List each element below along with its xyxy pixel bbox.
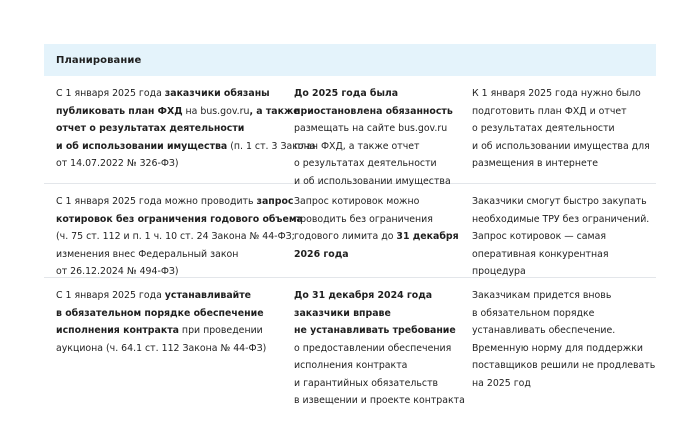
bold-text: исполнения контракта xyxy=(56,325,179,336)
bold-text: публиковать план ФХД xyxy=(56,105,183,117)
bold-text: До 2025 года была xyxy=(294,88,399,99)
text: (п. 1 ст. 3 Закона xyxy=(227,140,316,152)
bold-text: в обязательном порядке обеспечение xyxy=(56,307,264,319)
cell-text-line xyxy=(56,138,316,156)
cell-before xyxy=(284,286,465,406)
cell-text-line xyxy=(294,155,458,173)
cell-text-line xyxy=(294,120,458,138)
text: на 2025 год xyxy=(472,377,531,389)
cell-text-line xyxy=(294,85,458,103)
text: К 1 января 2025 года нужно было xyxy=(472,88,641,99)
planning-table xyxy=(44,44,656,406)
cell-text-line xyxy=(472,305,652,323)
cell-text-line xyxy=(294,103,458,121)
text: поставщиков решили не продлевать xyxy=(472,360,656,371)
bold-text: запрос xyxy=(256,196,294,207)
cell-text-line xyxy=(56,211,303,229)
text: от 14.07.2022 № 326-ФЗ) xyxy=(56,158,179,169)
cell-text-line xyxy=(472,138,652,156)
cell-text-line xyxy=(294,392,465,410)
cell-text-line xyxy=(294,246,458,264)
cell-text-line xyxy=(294,375,458,393)
text: изменения внес Федеральный закон xyxy=(56,248,239,260)
text: устанавливать обеспечение. xyxy=(472,325,616,336)
cell-text-line xyxy=(56,263,278,281)
text: Запрос котировок можно xyxy=(294,196,420,207)
text: (ч. 75 ст. 112 и п. 1 ч. 10 ст. 24 Закона № 44-ФЗ; xyxy=(56,231,295,242)
bold-text: 2026 года xyxy=(294,248,349,260)
text: С 1 января 2025 года можно проводить xyxy=(56,196,257,207)
cell-text-line xyxy=(56,228,295,246)
cell-text-line xyxy=(56,340,278,358)
text: Заказчикам придется вновь xyxy=(472,290,612,301)
text: оперативная конкурентная xyxy=(472,248,609,260)
text: С 1 января 2025 года xyxy=(56,88,165,99)
table-row xyxy=(44,184,656,278)
text: при проведении xyxy=(178,325,263,336)
cell-text-line xyxy=(294,357,458,375)
cell-text-line xyxy=(56,120,278,138)
cell-text-line xyxy=(472,211,652,229)
cell-text-line xyxy=(472,375,652,393)
bold-text: отчет о результатах деятельности xyxy=(56,123,245,134)
table-header xyxy=(44,44,656,76)
cell-text-line xyxy=(56,305,278,323)
text: Временную норму для поддержки xyxy=(472,342,643,354)
bold-text: устанавливайте xyxy=(164,290,252,301)
cell-text-line xyxy=(56,193,294,211)
table-row xyxy=(44,76,656,187)
text: в обязательном порядке xyxy=(472,307,595,319)
cell-text-line xyxy=(56,287,278,305)
text: о результатах деятельности xyxy=(294,158,437,169)
text: необходимые ТРУ без ограничений. xyxy=(472,213,650,225)
cell-text-line xyxy=(294,211,458,229)
cell-text-line xyxy=(294,173,458,191)
cell-text-line xyxy=(472,246,652,264)
cell-text-line xyxy=(294,287,458,305)
cell-text-line xyxy=(472,228,652,246)
cell-text-line xyxy=(472,340,652,358)
cell-text-line xyxy=(294,305,458,323)
bold-text: котировок без ограничения годового объема xyxy=(56,213,303,225)
cell-change xyxy=(44,84,316,183)
text: проводить без ограничения xyxy=(294,213,433,225)
bold-text: , а также xyxy=(249,105,300,117)
cell-text-line xyxy=(56,85,278,103)
text: о предоставлении обеспечения xyxy=(294,342,452,354)
bold-text: До 31 декабря 2024 года xyxy=(294,290,433,301)
cell-text-line xyxy=(472,120,652,138)
bold-text: 31 декабря xyxy=(396,231,459,242)
text: от 26.12.2024 № 494-ФЗ) xyxy=(56,266,179,277)
text: Заказчики смогут быстро закупать xyxy=(472,196,647,207)
cell-text-line xyxy=(472,155,652,173)
cell-text-line xyxy=(472,357,656,375)
cell-consequence xyxy=(464,192,656,277)
text: и об использовании имущества xyxy=(294,175,451,187)
bold-text: приостановлена обязанность xyxy=(294,105,453,117)
text: процедура xyxy=(472,266,526,277)
cell-text-line xyxy=(294,322,458,340)
text: размещать на сайте bus.gov.ru xyxy=(294,123,448,134)
text: Запрос котировок — самая xyxy=(472,231,606,242)
text: исполнения контракта xyxy=(294,360,408,371)
cell-text-line xyxy=(472,287,652,305)
text: план ФХД, а также отчет xyxy=(294,140,420,152)
text: годового лимита до xyxy=(294,231,397,242)
cell-text-line xyxy=(294,340,458,358)
cell-before xyxy=(284,192,464,277)
cell-text-line xyxy=(56,103,300,121)
cell-text-line xyxy=(294,193,458,211)
cell-consequence xyxy=(464,84,656,183)
bold-text: не устанавливать требование xyxy=(294,325,456,336)
cell-change xyxy=(44,286,284,393)
text: bus.gov.ru xyxy=(200,105,250,117)
cell-text-line xyxy=(56,322,278,340)
text: о результатах деятельности xyxy=(472,123,615,134)
cell-text-line xyxy=(56,246,278,264)
cell-text-line xyxy=(56,155,278,173)
table-header-title: Планирование xyxy=(56,54,142,66)
text: на xyxy=(182,105,201,117)
cell-before xyxy=(284,84,464,187)
text: аукциона (ч. 64.1 ст. 112 Закона № 44-ФЗ) xyxy=(56,342,267,354)
cell-text-line xyxy=(294,228,458,246)
bold-text: заказчики вправе xyxy=(294,307,391,319)
cell-text-line xyxy=(472,193,652,211)
bold-text: заказчики обязаны xyxy=(164,88,270,99)
cell-text-line xyxy=(294,138,458,156)
cell-text-line xyxy=(472,85,652,103)
cell-consequence xyxy=(464,286,656,393)
text: в извещении и проекте контракта xyxy=(294,395,465,406)
cell-text-line xyxy=(472,322,652,340)
text: размещения в интернете xyxy=(472,158,598,169)
text: и гарантийных обязательств xyxy=(294,377,439,389)
text: подготовить план ФХД и отчет xyxy=(472,105,627,117)
bold-text: и об использовании имущества xyxy=(56,140,228,152)
cell-text-line xyxy=(472,263,652,281)
cell-change xyxy=(44,192,303,277)
text: С 1 января 2025 года xyxy=(56,290,165,301)
cell-text-line xyxy=(472,103,652,121)
text: и об использовании имущества для xyxy=(472,140,650,152)
table-row xyxy=(44,278,656,406)
